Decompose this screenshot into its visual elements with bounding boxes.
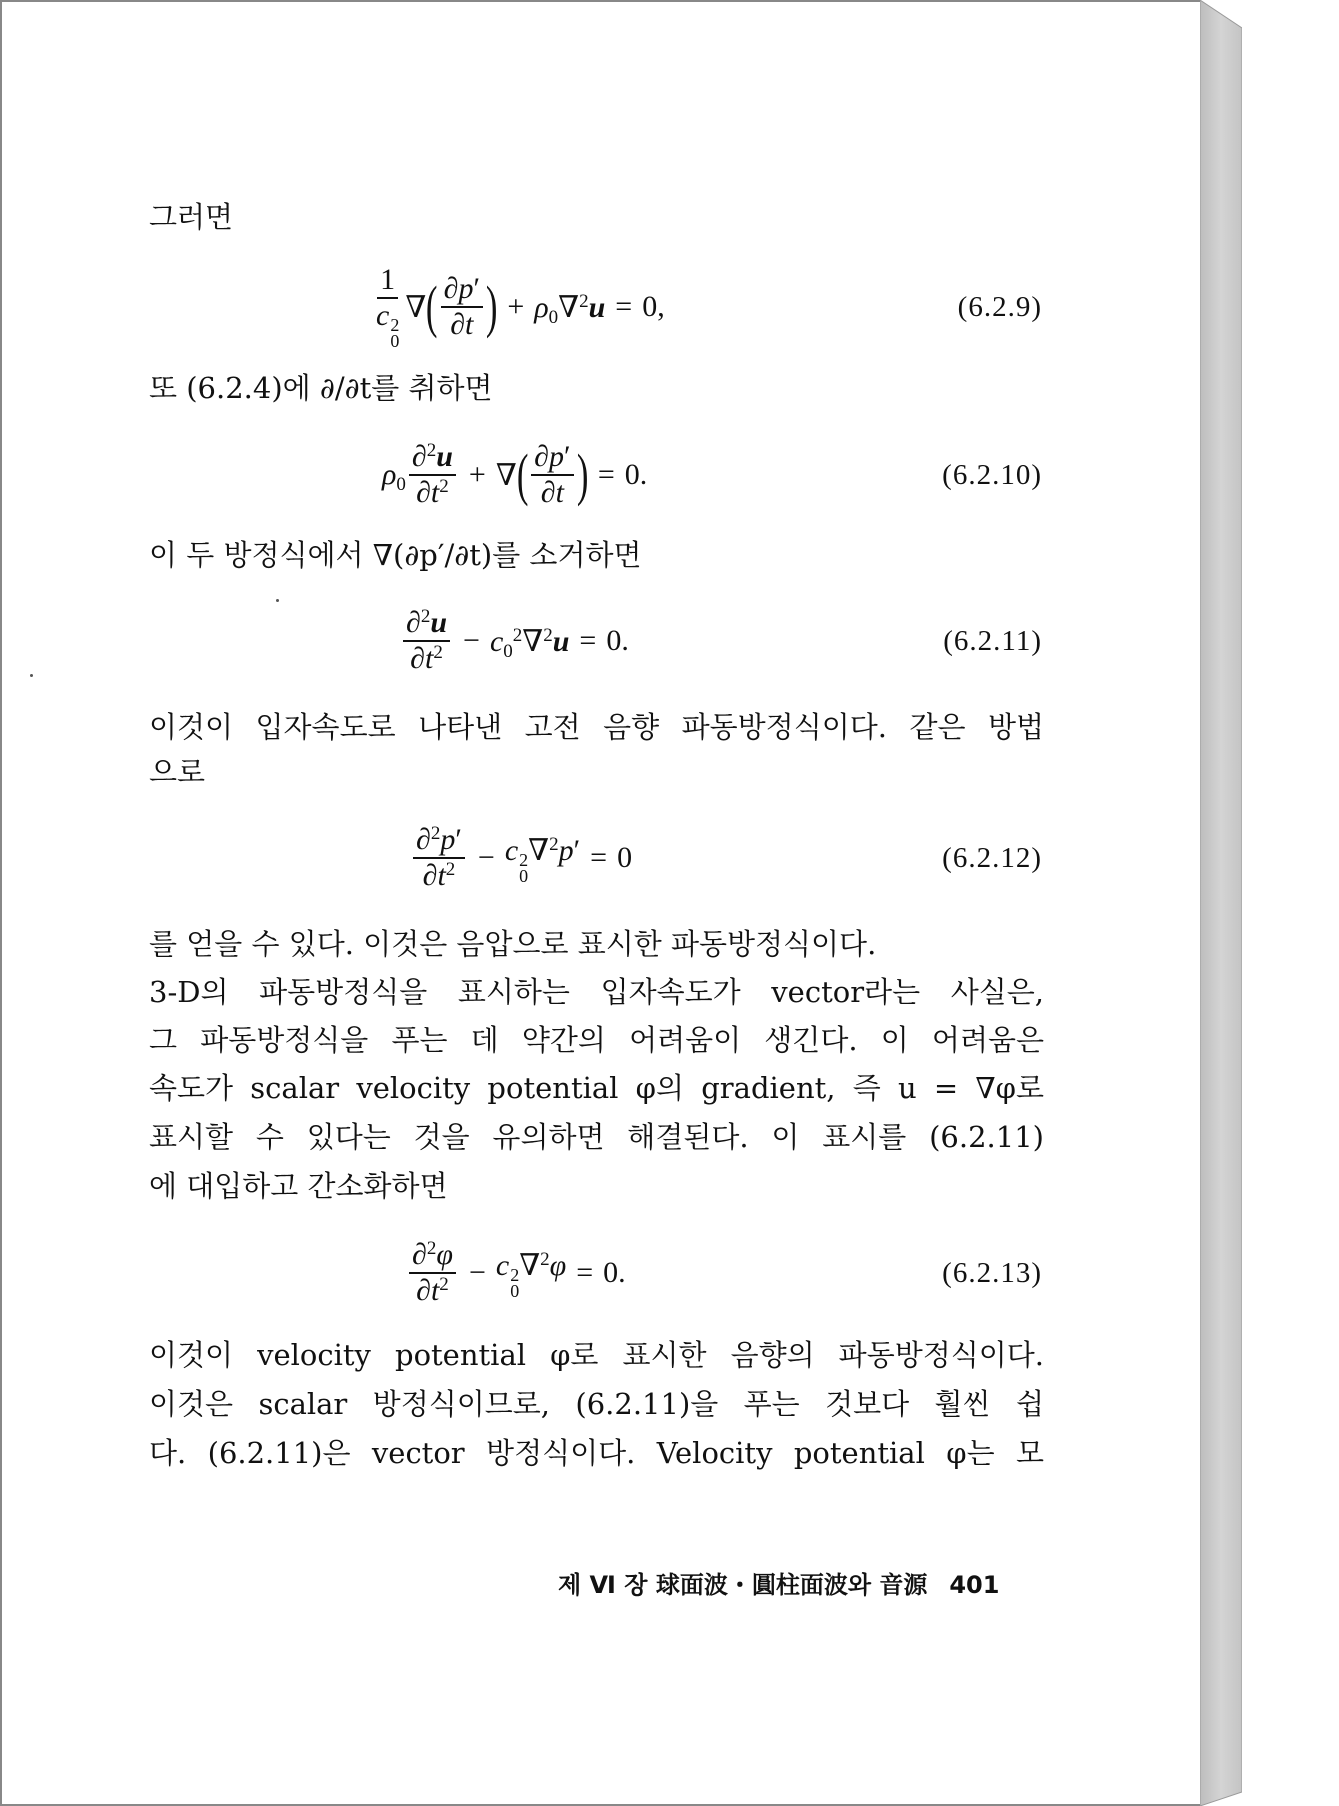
equation-number: (6.2.13) xyxy=(942,1256,1042,1289)
equation-number: (6.2.11) xyxy=(943,624,1042,657)
paragraph-6-line-3: 속도가 scalar velocity potential φ의 gradient, 즉 u = ∇φ로 xyxy=(149,1071,1044,1105)
paragraph-6-line-1: 3-D의 파동방정식을 표시하는 입자속도가 vector라는 사실은, xyxy=(149,975,1044,1009)
equation-6-2-9: 1 c 2 0 ∇ ( $\frac{\partial p'}{\partial t}$ ) + $\rho_0\nabla^2u$ = 0, (6.2.9) xyxy=(376,263,1042,351)
paragraph-6-line-2: 그 파동방정식을 푸는 데 약간의 어려움이 생긴다. 이 어려움은 xyxy=(149,1023,1044,1057)
paragraph-7-line-2: 이것은 scalar 방정식이므로, (6.2.11)을 푸는 것보다 훨씬 쉽 xyxy=(149,1387,1044,1421)
paragraph-4-line-1: 이것이 입자속도로 나타낸 고전 음향 파동방정식이다. 같은 방법 xyxy=(149,710,1044,744)
page-footer xyxy=(558,1565,999,1600)
equation-number: (6.2.10) xyxy=(942,458,1042,491)
page-number: 401 xyxy=(949,1571,1000,1599)
speck xyxy=(30,674,33,677)
paragraph-6-line-4: 표시할 수 있다는 것을 유의하면 해결된다. 이 표시를 (6.2.11) xyxy=(149,1120,1044,1154)
equation-6-2-12: $\frac{\partial^2p'}{\partial t^2}$ − c 2 0 ∇$^2$p′ = 0 (6.2.12) xyxy=(2,813,1202,903)
speck xyxy=(276,599,279,602)
equation-6-2-11: $\frac{\partial^2u}{\partial t^2}$ − $c_0^2\nabla^2u$ = 0. (6.2.11) xyxy=(2,596,1202,686)
paragraph-1: 그러면 xyxy=(149,200,234,234)
paragraph-6-line-5: 에 대입하고 간소화하면 xyxy=(149,1169,448,1203)
equation-number: (6.2.9) xyxy=(957,290,1042,323)
equation-6-2-10: $\rho_0$ $\frac{\partial^2u}{\partial t^2}$ + ∇ ( $\frac{\partial p'}{\partial t}$ ) = 0. (6.2.10) xyxy=(2,430,1202,520)
paragraph-5: 를 얻을 수 있다. 이것은 음압으로 표시한 파동방정식이다. xyxy=(149,927,877,961)
paragraph-2: 또 (6.2.4)에 ∂/∂t를 취하면 xyxy=(149,371,493,405)
paragraph-7-line-3: 다. (6.2.11)은 vector 방정식이다. Velocity potential φ는 모 xyxy=(149,1436,1044,1470)
chapter-title: 제 Ⅵ 장 球面波・圓柱面波와 音源 xyxy=(558,1571,928,1599)
paragraph-4-line-2: 으로 xyxy=(149,755,206,789)
paragraph-3: 이 두 방정식에서 ∇(∂p′/∂t)를 소거하면 xyxy=(149,538,642,572)
page-edge-shadow xyxy=(1200,0,1242,1806)
paragraph-7-line-1: 이것이 velocity potential φ로 표시한 음향의 파동방정식이다. xyxy=(149,1338,1044,1372)
equation-6-2-13: $\frac{\partial^2\varphi}{\partial t^2}$ − c 2 0 ∇$^2$φ = 0. (6.2.13) xyxy=(2,1228,1202,1318)
equation-number: (6.2.12) xyxy=(942,841,1042,874)
